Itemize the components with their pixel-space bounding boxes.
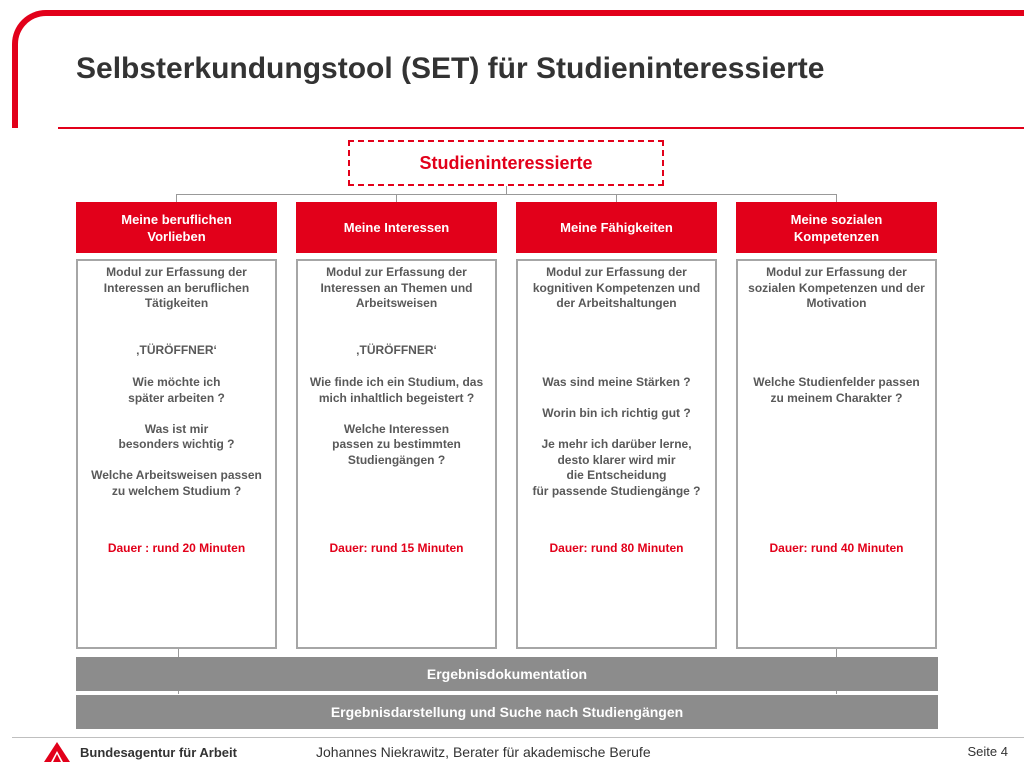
ba-logo-icon <box>44 742 70 762</box>
connector-col-4 <box>836 194 837 202</box>
module-description: Modul zur Erfassung der Interessen an Themen und Arbeitsweisen <box>320 265 473 310</box>
footer-rule <box>12 737 1024 738</box>
column-body-3 <box>516 259 717 649</box>
root-label: Studieninteressierte <box>419 152 593 173</box>
module-duration: Dauer: rund 15 Minuten <box>329 541 464 555</box>
root-box <box>348 140 664 186</box>
results-presentation-label: Ergebnisdarstellung und Suche nach Studiengängen <box>330 704 684 720</box>
column-header-4: Meine sozialen Kompetenzen <box>736 202 937 253</box>
module-questions: Wie möchte ich später arbeiten ? Was ist mir besonders wichtig ? Welche Arbeitsweisen passen zu welchem Studium ? <box>91 375 262 498</box>
slide-title: Selbsterkundungstool (SET) für Studieninteressierte <box>76 52 825 85</box>
column-body-4 <box>736 259 937 649</box>
title-rule <box>58 127 1024 129</box>
page-number: Seite 4 <box>967 744 1008 759</box>
footer-author: Johannes Niekrawitz, Berater für akademische Berufe <box>316 744 651 760</box>
module-questions: Was sind meine Stärken ? Worin bin ich richtig gut ? Je mehr ich darüber lerne, desto klarer wird mir die Entscheidung für passende Studiengänge ? <box>532 375 701 498</box>
door-opener-label <box>738 343 935 375</box>
column-header-2: Meine Interessen <box>296 202 497 253</box>
ba-logo-text: Bundesagentur für Arbeit <box>80 745 237 760</box>
module-questions: Welche Studienfelder passen zu meinem Charakter ? <box>753 375 920 405</box>
connector-root-stem <box>506 186 507 194</box>
results-presentation-bar <box>76 695 938 729</box>
door-opener-label: ‚TÜRÖFFNER‘ <box>136 343 217 357</box>
module-duration: Dauer: rund 80 Minuten <box>549 541 684 555</box>
module-questions: Wie finde ich ein Studium, das mich inhaltlich begeistert ? Welche Interessen passen zu bestimmten Studiengängen ? <box>309 375 484 467</box>
column-body-2 <box>296 259 497 649</box>
results-documentation-label: Ergebnisdokumentation <box>426 666 588 682</box>
column-header-3: Meine Fähigkeiten <box>516 202 717 253</box>
module-description: Modul zur Erfassung der Interessen an beruflichen Tätigkeiten <box>103 265 250 310</box>
column-header-1: Meine beruflichen Vorlieben <box>76 202 277 253</box>
connector-col-1 <box>176 194 177 202</box>
module-description: Modul zur Erfassung der kognitiven Kompetenzen und der Arbeitshaltungen <box>532 265 701 310</box>
column-body-1 <box>76 259 277 649</box>
door-opener-label: ‚TÜRÖFFNER‘ <box>356 343 437 357</box>
module-duration: Dauer: rund 40 Minuten <box>769 541 904 555</box>
door-opener-label <box>518 343 715 375</box>
results-documentation-bar <box>76 657 938 691</box>
connector-horizontal <box>176 194 837 195</box>
module-description: Modul zur Erfassung der sozialen Kompetenzen und der Motivation <box>748 265 925 310</box>
connector-col-2 <box>396 194 397 202</box>
module-duration: Dauer : rund 20 Minuten <box>107 541 246 555</box>
connector-col-3 <box>616 194 617 202</box>
